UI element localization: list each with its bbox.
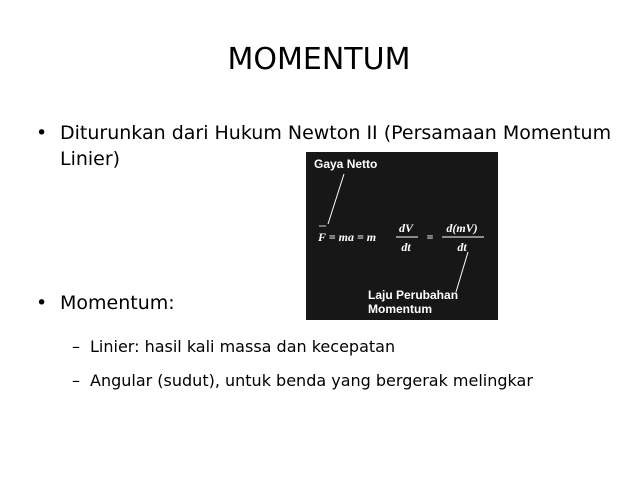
- net-force-label: Gaya Netto: [314, 157, 378, 171]
- sub-bullet-text: Linier: hasil kali massa dan kecepatan: [90, 337, 396, 356]
- pointer-line-bottom: [456, 252, 468, 292]
- bullet-marker: •: [36, 122, 48, 144]
- fraction2-denominator: dt: [457, 240, 467, 254]
- bullet-text: Diturunkan dari Hukum Newton II (Persamaan Momentum Linier): [60, 122, 612, 170]
- bullet-item: [36, 290, 336, 316]
- fraction2-numerator: d(mV): [446, 221, 478, 235]
- equation-lhs: F = ma = m: [318, 230, 377, 244]
- momentum-rate-label: Laju Perubahan Momentum: [368, 288, 459, 316]
- fraction1-numerator: dV: [398, 221, 414, 235]
- sub-bullet-text: Angular (sudut), untuk benda yang bergerak melingkar: [90, 371, 533, 390]
- sub-bullet-item: [72, 336, 552, 358]
- bullet-marker: •: [36, 292, 48, 314]
- sub-bullet-marker: –: [72, 337, 80, 356]
- sub-bullet-item: [72, 370, 552, 392]
- bullet-text: Momentum:: [60, 292, 175, 314]
- pointer-line-top: [328, 174, 344, 224]
- slide-title: MOMENTUM: [227, 42, 411, 77]
- sub-bullet-marker: –: [72, 371, 80, 390]
- fraction1-denominator: dt: [401, 240, 411, 254]
- equals-sign: =: [426, 230, 434, 244]
- momentum-equation-figure: [306, 152, 498, 320]
